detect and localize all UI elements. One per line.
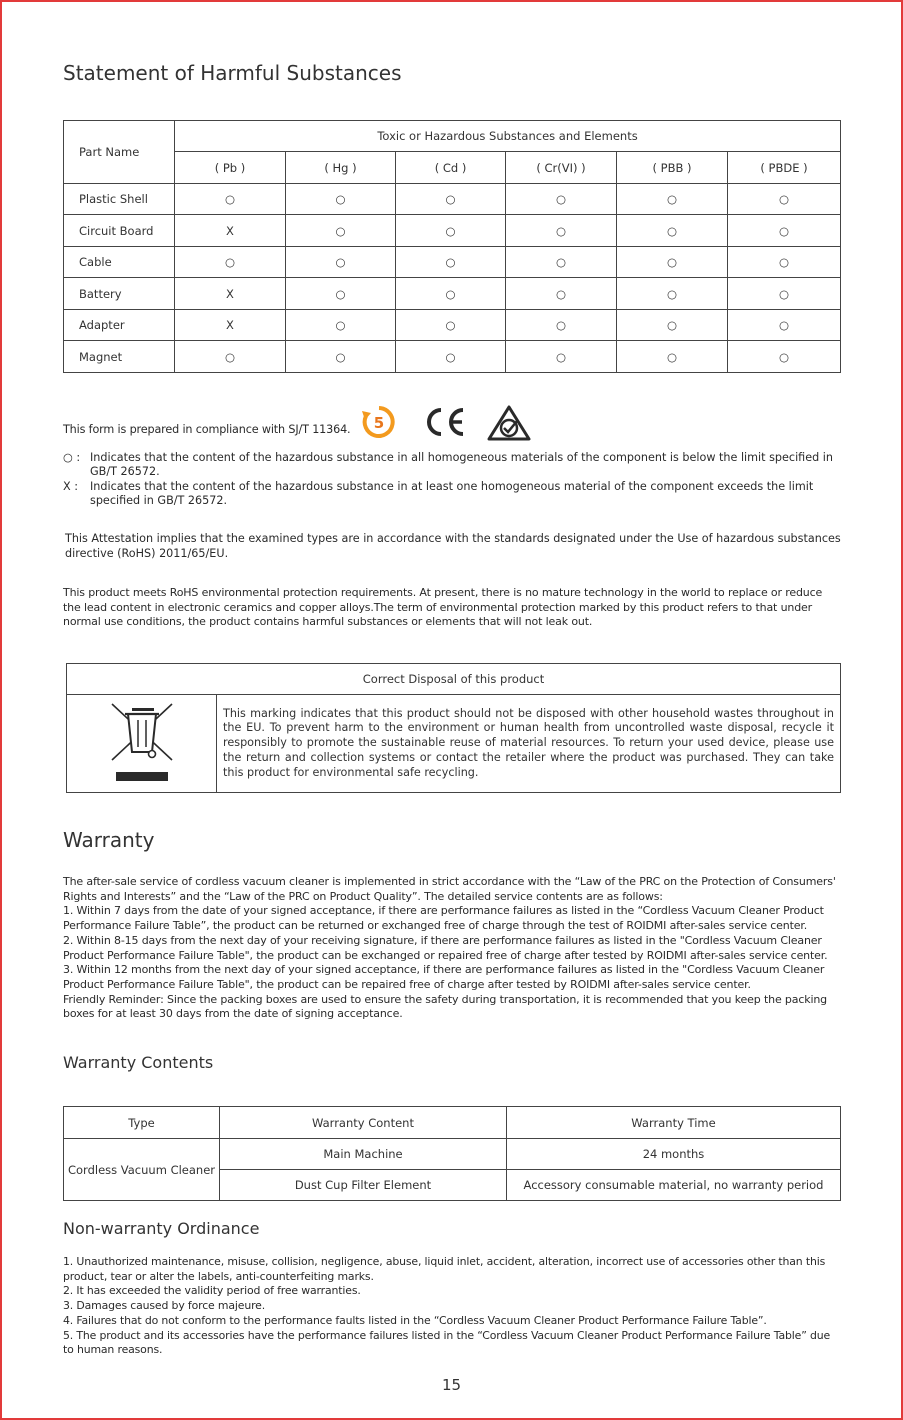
mark-cell: ○ xyxy=(286,184,396,215)
table-row xyxy=(64,184,841,215)
rohs-attestation: This Attestation implies that the examined types are in accordance with the standards designated under the Use of hazardous substances directive (RoHS) 2011/65/EU. xyxy=(65,532,841,560)
mark-cell: ○ xyxy=(617,278,728,310)
mark-cell: ○ xyxy=(286,215,396,247)
mark-cell: ○ xyxy=(617,341,728,373)
warranty-content-header: Warranty Content xyxy=(220,1107,507,1139)
table-row xyxy=(64,1139,841,1170)
mark-cell: ○ xyxy=(728,341,841,373)
mark-cell: ○ xyxy=(286,310,396,341)
mark-cell: ○ xyxy=(396,247,506,278)
table-row xyxy=(64,278,841,310)
substances-group-header: Toxic or Hazardous Substances and Elements xyxy=(175,121,841,152)
mark-cell: ○ xyxy=(175,247,286,278)
mark-cell: ○ xyxy=(396,215,506,247)
list-item: 4. Failures that do not conform to the performance faults listed in the “Cordless Vacuum Cleaner Product Performance Failure Table”. xyxy=(63,1313,767,1327)
mark-cell: ○ xyxy=(396,184,506,215)
warranty-body xyxy=(63,875,841,1022)
rohs-statement: This product meets RoHS environmental protection requirements. At present, there is no mature technology in the world to replace or reduce the lead content in electronic ceramics and copper alloys.The term of environmental protection marked by this product refers to that under normal use conditions, the product contains harmful substances or elements that will not leak out. xyxy=(63,586,823,629)
part-name-cell: Cable xyxy=(64,247,175,278)
mark-cell: X xyxy=(175,278,286,310)
mark-cell: ○ xyxy=(506,341,617,373)
warranty-paragraph: 2. Within 8-15 days from the next day of your receiving signature, if there are performance failures as listed in the "Cordless Vacuum Cleaner Product Performance Failure Table", the product can be exchanged or repaired free of charge after tested by ROIDMI after-sales service center. xyxy=(63,933,828,962)
substance-header: ( Cd ) xyxy=(396,152,506,184)
non-warranty-list xyxy=(63,1255,843,1358)
warranty-time-header: Warranty Time xyxy=(507,1107,841,1139)
non-warranty-heading: Non-warranty Ordinance xyxy=(63,1219,260,1238)
mark-cell: ○ xyxy=(728,184,841,215)
harmful-substances-table xyxy=(63,120,841,373)
mark-cell: ○ xyxy=(506,215,617,247)
legend-x-text: Indicates that the content of the hazardous substance in at least one homogeneous material of the component exceeds the limit specified in GB/T 26572. xyxy=(90,480,814,508)
substance-header: ( PBB ) xyxy=(617,152,728,184)
mark-cell: ○ xyxy=(396,278,506,310)
compliance-statement: This form is prepared in compliance with SJ/T 11364. xyxy=(63,423,351,436)
substance-header: ( Hg ) xyxy=(286,152,396,184)
ce-mark-icon xyxy=(422,406,466,438)
harmful-substances-heading: Statement of Harmful Substances xyxy=(63,61,402,85)
mark-cell: ○ xyxy=(728,278,841,310)
mark-cell: ○ xyxy=(617,184,728,215)
disposal-text: This marking indicates that this product should not be disposed with other household wastes throughout in the EU. To prevent harm to the environment or human health from uncontrolled waste disposal, recycle it responsibly to promote the sustainable reuse of material resources. To return your used device, please use the return and collection systems or contact the retailer where the product was purchased. They can take this product for environmental safe recycling. xyxy=(217,695,841,793)
efup-5-icon xyxy=(360,405,398,439)
mark-cell: X xyxy=(175,215,286,247)
warranty-paragraph: The after-sale service of cordless vacuum cleaner is implemented in strict accordance with the “Law of the PRC on the Protection of Consumers' Rights and Interests” and the “Law of the PRC on Product Quality”. The detailed service contents are as follows: xyxy=(63,875,836,903)
substance-header: ( Cr(VI) ) xyxy=(506,152,617,184)
mark-cell: ○ xyxy=(728,215,841,247)
table-row xyxy=(64,310,841,341)
mark-cell: ○ xyxy=(617,310,728,341)
warranty-paragraph: 1. Within 7 days from the date of your signed acceptance, if there are performance failures as listed in the “Cordless Vacuum Cleaner Product Performance Failure Table”, the product can be returned or exchanged free of charge through the test of ROIDMI after-sales service center. xyxy=(63,904,824,933)
substance-header: ( Pb ) xyxy=(175,152,286,184)
mark-cell: ○ xyxy=(286,247,396,278)
part-name-cell: Magnet xyxy=(64,341,175,373)
list-item: 2. It has exceeded the validity period of free warranties. xyxy=(63,1284,361,1298)
page-number: 15 xyxy=(441,1376,462,1394)
substance-header: ( PBDE ) xyxy=(728,152,841,184)
mark-cell: ○ xyxy=(286,341,396,373)
list-item: 1. Unauthorized maintenance, misuse, collision, negligence, abuse, liquid inlet, accident, alteration, incorrect use of accessories other than this product, tear or alter the labels, anti-counterfeiting marks. xyxy=(63,1255,826,1283)
list-item: 3. Damages caused by force majeure. xyxy=(63,1299,266,1313)
table-row xyxy=(64,215,841,247)
legend-o-text: Indicates that the content of the hazardous substance in all homogeneous materials of the component is below the limit specified in GB/T 26572. xyxy=(90,451,833,479)
rcm-mark-icon xyxy=(487,405,531,441)
list-item: 5. The product and its accessories have the performance failures listed in the “Cordless Vacuum Cleaner Product Performance Failure Table” due to human reasons. xyxy=(63,1328,831,1357)
disposal-table xyxy=(66,663,841,793)
warranty-heading: Warranty xyxy=(63,828,155,852)
part-name-header: Part Name xyxy=(64,121,175,184)
efup-number: 5 xyxy=(373,414,385,432)
table-row xyxy=(64,247,841,278)
weee-cell xyxy=(67,695,217,793)
mark-cell: ○ xyxy=(506,184,617,215)
legend-x-symbol: X : xyxy=(63,480,78,493)
mark-cell: ○ xyxy=(286,278,396,310)
warranty-time-cell: 24 months xyxy=(507,1139,841,1170)
mark-cell: ○ xyxy=(506,278,617,310)
table-row xyxy=(64,341,841,373)
part-name-cell: Adapter xyxy=(64,310,175,341)
warranty-time-cell: Accessory consumable material, no warranty period xyxy=(507,1170,841,1201)
mark-cell: ○ xyxy=(396,310,506,341)
mark-cell: ○ xyxy=(175,184,286,215)
mark-cell: ○ xyxy=(175,341,286,373)
part-name-cell: Battery xyxy=(64,278,175,310)
mark-cell: ○ xyxy=(617,215,728,247)
part-name-cell: Plastic Shell xyxy=(64,184,175,215)
warranty-table xyxy=(63,1106,841,1201)
disposal-title: Correct Disposal of this product xyxy=(67,664,841,695)
mark-cell: ○ xyxy=(728,310,841,341)
warranty-paragraph: 3. Within 12 months from the next day of your signed acceptance, if there are performance failures as listed in the "Cordless Vacuum Cleaner Product Performance Failure Table", the product can be repaired free of charge after tested by ROIDMI after-sales service center. xyxy=(63,963,825,991)
type-header: Type xyxy=(64,1107,220,1139)
mark-cell: ○ xyxy=(617,247,728,278)
warranty-content-cell: Main Machine xyxy=(220,1139,507,1170)
product-type-cell: Cordless Vacuum Cleaner xyxy=(64,1139,220,1201)
warranty-paragraph: Friendly Reminder: Since the packing boxes are used to ensure the safety during transportation, it is recommended that you keep the packing boxes for at least 30 days from the date of signing acceptance. xyxy=(63,992,828,1021)
mark-cell: ○ xyxy=(506,310,617,341)
warranty-contents-heading: Warranty Contents xyxy=(63,1053,214,1072)
mark-cell: ○ xyxy=(506,247,617,278)
legend-o-symbol: ○ : xyxy=(63,451,81,464)
mark-cell: ○ xyxy=(396,341,506,373)
warranty-content-cell: Dust Cup Filter Element xyxy=(220,1170,507,1201)
part-name-cell: Circuit Board xyxy=(64,215,175,247)
weee-bin-icon xyxy=(107,700,177,787)
mark-cell: X xyxy=(175,310,286,341)
mark-cell: ○ xyxy=(728,247,841,278)
